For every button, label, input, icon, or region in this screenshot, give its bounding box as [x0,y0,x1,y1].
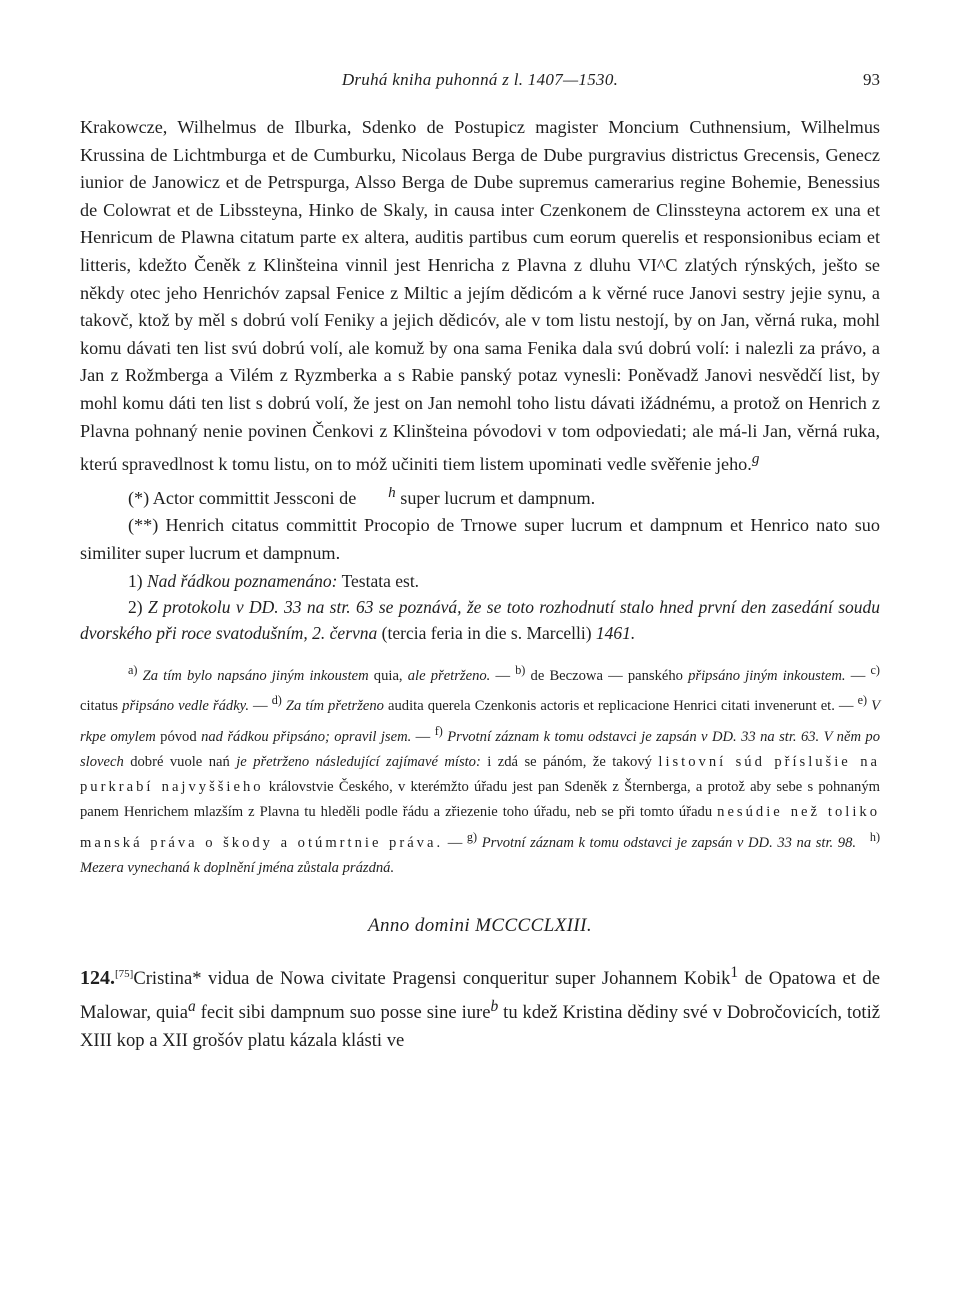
footnote-b-mark: b) [515,662,526,677]
footnote-d-mark: d) [271,693,282,708]
page [80,70,880,1055]
footnote-f-spaced-2: nesúdie než toliko manská práva o škody a otúmrtnie práva. [80,804,880,852]
footnote-b-italic: připsáno jiným inkoustem. [688,667,846,684]
footnote-h-italic: Mezera vynechaná k doplnění jména zůstala prázdná. [80,860,395,877]
actor-line [80,479,880,513]
footnote-f-text-2: i zdá se pánóm, že takový [487,754,652,771]
footnote-e-mark: e) [857,693,868,708]
entry-number: 124. [80,967,115,990]
body-text [80,114,880,568]
citatus-line: (**) Henrich citatus committit Procopio de Trnowe super lucrum et dampnum et Henrico nato suo similiter super lucrum et dampnum. [80,515,880,564]
footnote-f-text-3: královstvie Českého, v kterémžto úřadu jest pan Sdeněk z Šternberga, a protož aby sebe s pohnaným panem Henrichem mlazším z Plavna tu hleděli podle řádu a zřiezenie toho úřadu, neb se při tomto úřadu [80,779,880,821]
footnote-1-italic: Nad řádkou poznamenáno: [146,570,338,591]
footnote-ref-h: h [388,483,396,501]
entry-ref: [75] [115,968,134,981]
footnote-f-text-1: dobré vuole nań [130,754,230,771]
page-number: 93 [863,70,880,89]
entry-124 [80,959,880,1055]
footnote-e-text: póvod [160,729,197,746]
main-paragraph [80,114,880,479]
footnote-2-rest: (tercia feria in die s. Marcelli) [381,622,592,643]
footnote-a-mark: a) [128,662,138,677]
footnote-e-italic-1: V rkpe omylem [80,698,880,746]
footnote-a-italic-1: Za tím bylo napsáno jiným inkoustem [142,667,369,684]
running-title: Druhá kniha puhonná z l. 1407—1530. [341,70,619,89]
footnote-1 [80,568,880,594]
entry-text-c: fecit sibi dampnum suo posse sine iure [200,1002,491,1024]
footnote-2-italic: Z protokolu v DD. 33 na str. 63 se poznává, že se toto rozhodnutí stalo hned první den zasedání soudu dvorského při roce svatodušním, 2. června [80,596,881,643]
footnote-ref-g: g [751,450,760,468]
entry-ref-b: b [490,998,499,1016]
footnote-f-italic-1: Prvotní záznam k tomu odstavci je zapsán v DD. 33 na str. 63. V něm po slovech [80,729,880,771]
page-header [80,70,880,100]
footnote-g-mark: g) [466,830,478,845]
footnote-c-text: citatus [80,698,119,715]
footnote-f-spaced-1: listovní súd příslušie na purkrabí najvyššieho [80,754,880,796]
footnote-g-italic: Prvotní záznam k tomu odstavci je zapsán v DD. 33 na str. 98. [481,835,857,852]
footnote-1-mark: 1) [128,570,143,591]
year-heading: Anno domini MCCCCLXIII. [367,915,592,937]
footnotes-small [80,658,880,881]
footnote-d-text: audita querela Czenkonis actoris et replicacione Henrici citati invenerunt et. [388,698,835,715]
footnotes-small-block-1: $^{a)}$ Za tím bylo napsáno jiným inkoustem quia, ale přetrženo. — $^{b)}$ de Beczowa — panského připsáno jiným inkoustem. — $^{c)}$ citatus připsáno vedle řádky. — $^{d)}$ Za tím přetrženo audita querela Czenkonis actoris et replicacione Henrici citati invenerunt et. — $^{e)}$ V rkpe omylem póvod nad řádkou připsáno; opravil jsem. — $^{f)}$ Prvotní záznam k tomu odstavci je zapsán v DD. 33 na str. 63. V něm po slovech dobré vuole nań je přetrženo následující zajímavé místo: i zdá se pánóm, že takový listovní súd příslušie na purkrabí najvyššieho královstvie Českého, v kterémžto úřadu jest pan Sdeněk z Šternberga, a protož aby sebe s pohnaným panem Henrichem mlazším z Plavna tu hleděli podle řádu a zřiezenie toho úřadu, neb se při tomto úřadu nesúdie než toliko manská práva o škody a otúmrtnie práva. — $^{g)}$ Prvotní záznam k tomu odstavci je zapsán v DD. 33 na str. 98. $^{h)}$ Mezera vynechaná k doplnění jména zůstala prázdná. [80,662,881,877]
footnote-b-text: de Beczowa — panského [530,667,683,684]
entry-text-b: de Opatowa et de Malowar, quia [80,968,880,1024]
footnote-2 [80,594,880,646]
entry-ref-1: 1 [730,964,739,982]
footnote-e-italic-2: nad řádkou připsáno; opravil jsem. [201,729,412,746]
entry-text-a: Cristina* vidua de Nowa civitate Pragensi conqueritur super Johannem Kobik [133,968,731,990]
footnote-a-italic-2: ale přetrženo. [407,667,491,684]
footnote-h-mark: h) [869,830,881,845]
footnote-2-year: 1461. [595,622,636,643]
footnote-c-mark: c) [870,662,880,677]
actor-line-a: (*) Actor committit Jessconi de [128,487,357,508]
footnotes-main [80,568,880,646]
footnote-a-text: quia, [373,667,403,684]
entry-ref-a: a [187,998,196,1016]
footnote-f-mark: f) [434,724,443,739]
footnote-2-mark: 2) [128,596,143,617]
footnote-1-rest: Testata est. [341,570,420,591]
footnote-f-italic-2: je přetrženo následující zajímavé místo: [236,754,481,771]
footnote-c-italic: připsáno vedle řádky. [122,698,249,715]
actor-line-b: super lucrum et dampnum. [400,487,596,508]
entry-text-d: tu kdež Kristina dědiny své v Dobročovicích, totiž XIII kop a XII grošóv platu kázala klásti ve [80,1002,880,1052]
main-paragraph-text: Krakowcze, Wilhelmus de Ilburka, Sdenko de Postupicz magister Moncium Cuthnensium, Wilhelmus Krussina de Lichtmburga et de Cumburku, Nicolaus Berga de Dube purgravius districtus Grecensis, Genecz iunior de Janowicz et de Petrspurga, Alsso Berga de Dube supremus camerarius regine Bohemie, Benessius de Colowrat et de Libssteyna, Hinko de Skaly, in causa inter Czenkonem de Clinssteyna actorem ex una et Henricum de Plawna citatum parte ex altera, auditis partibus cum eorum querelis et responsionibus eciam et litteris, kdežto Čeněk z Klinšteina vinnil jest Henricha z Plavna z dluhu VI^C zlatých rýnských, ješto se někdy otec jeho Henrichóv zapsal Fenice z Miltic a jejím dědicóm a k věrné ruce Janovi sestry jejie synu, a takovč, ktož by měl s dobrú volí Feniky a jejich dědicóv, ale v tom listu nestojí, by on Jan, věrná ruka, mohl komu dávati ten list svú dobrú volí, ale komuž by ona sama Fenika dala svú dobrú volí: i nalezli za právo, a Jan z Rožmberga a Vilém z Ryzmberka a s Rabie panský potaz vynesli: Poněvadž Janovi nesvědčí list, by mohl komu dáti ten list s dobrú volí, že jest on Jan nemohl toho listu dávati ižádnému, a protož on Henrich z Plavna pohnaný nenie povinen Čenkovi z Klinšteina póvodovi v tom odpoviedati; ale má-li Jan, věrná ruka, kterú spravedlnost k tomu listu, on to mόž učiniti tiem listem upominati vedle svěřenie jeho. [80,117,880,475]
footnote-d-italic: Za tím přetrženo [285,698,384,715]
